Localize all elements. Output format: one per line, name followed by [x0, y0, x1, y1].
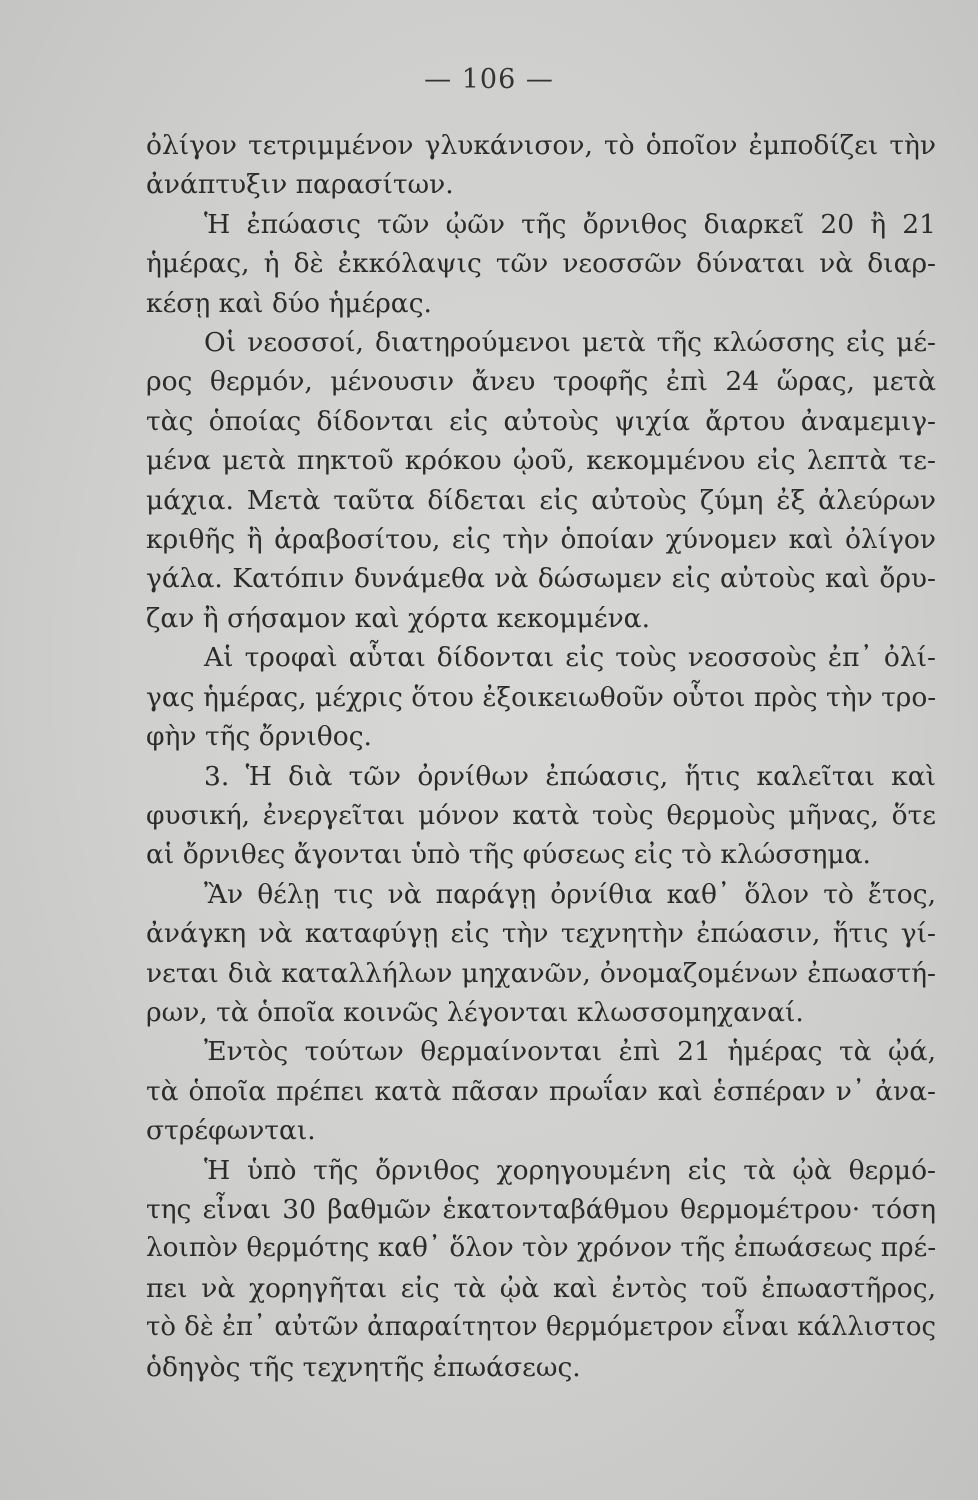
text-line: Ἡ ὑπὸ τῆς ὄρνιθος χορηγουμένη εἰς τὰ ᾠὰ θερμό- — [204, 1154, 936, 1186]
text-line: γάλα. Κατόπιν δυνάμεθα νὰ δώσωμεν εἰς αὐτοὺς καὶ ὄρυ- — [146, 563, 936, 595]
text-line: γας ἡμέρας, μέχρις ὅτου ἐξοικειωθοῦν οὗτοι πρὸς τὴν τρο- — [146, 681, 937, 713]
page-number: — 106 — — [424, 64, 554, 95]
text-line: 3. Ἡ διὰ τῶν ὀρνίθων ἐπώασις, ἥτις καλεῖται καὶ — [204, 760, 936, 792]
text-line: στρέφωνται. — [146, 1115, 316, 1147]
text-line: ἀνάγκη νὰ καταφύγῃ εἰς τὴν τεχνητὴν ἐπώασιν, ἥτις γί- — [146, 918, 936, 950]
paragraph — [146, 323, 936, 638]
text-line: κέσῃ καὶ δύο ἡμέρας. — [146, 287, 432, 319]
paragraph — [146, 757, 936, 875]
text-line: της εἶναι 30 βαθμῶν ἑκατονταβάθμου θερμομέτρου· τόση — [146, 1193, 936, 1225]
text-line: τὰς ὁποίας δίδονται εἰς αὐτοὺς ψιχία ἄρτου ἀναμεμιγ- — [146, 405, 936, 437]
paragraph — [146, 205, 936, 323]
text-line: Οἱ νεοσσοί, διατηρούμενοι μετὰ τῆς κλώσσης εἰς μέ- — [204, 327, 936, 359]
text-line: φὴν τῆς ὄρνιθος. — [146, 721, 372, 753]
text-line: πει νὰ χορηγῆται εἰς τὰ ᾠὰ καὶ ἐντὸς τοῦ ἐπωαστῆρος, — [146, 1272, 936, 1304]
text-line: ὀλίγον τετριμμένον γλυκάνισον, τὸ ὁποῖον ἐμποδίζει τὴν — [146, 130, 936, 161]
text-line: Ἂν θέλῃ τις νὰ παράγῃ ὀρνίθια καθ᾽ ὅλον τὸ ἔτος, — [204, 878, 936, 910]
text-line: μένα μετὰ πηκτοῦ κρόκου ᾠοῦ, κεκομμένου εἰς λεπτὰ τε- — [146, 445, 936, 477]
text-line: ἡμέρας, ἡ δὲ ἐκκόλαψις τῶν νεοσσῶν δύναται νὰ διαρ- — [146, 248, 936, 280]
text-line: αἱ ὄρνιθες ἄγονται ὑπὸ τῆς φύσεως εἰς τὸ κλώσσημα. — [146, 839, 871, 871]
text-line: Ἐντὸς τούτων θερμαίνονται ἐπὶ 21 ἡμέρας τὰ ᾠά, — [204, 1036, 936, 1068]
text-line: τὰ ὁποῖα πρέπει κατὰ πᾶσαν πρωΐαν καὶ ἑσπέραν ν᾽ ἀνα- — [146, 1075, 936, 1107]
paragraph — [146, 1032, 936, 1150]
text-line: Αἱ τροφαὶ αὗται δίδονται εἰς τοὺς νεοσσοὺς ἐπ᾽ ὀλί- — [204, 642, 936, 674]
text-line: λοιπὸν θερμότης καθ᾽ ὅλον τὸν χρόνον τῆς ἐπωάσεως πρέ- — [146, 1233, 937, 1264]
text-line: νεται διὰ καταλλήλων μηχανῶν, ὀνομαζομένων ἐπωαστή- — [146, 957, 936, 989]
text-line: μάχια. Μετὰ ταῦτα δίδεται εἰς αὐτοὺς ζύμη ἐξ ἀλεύρων — [146, 484, 936, 516]
text-line: Ἡ ἐπώασις τῶν ᾠῶν τῆς ὄρνιθος διαρκεῖ 20 ἢ 21 — [204, 208, 936, 240]
body-text — [146, 126, 936, 1387]
text-line: κριθῆς ἢ ἀραβοσίτου, εἰς τὴν ὁποίαν χύνομεν καὶ ὀλίγον — [146, 524, 936, 556]
text-line: ζαν ἢ σήσαμον καὶ χόρτα κεκομμένα. — [146, 602, 651, 634]
text-line: τὸ δὲ ἐπ᾽ αὐτῶν ἀπαραίτητον θερμόμετρον εἶναι κάλλιστος — [146, 1312, 936, 1343]
text-line: ρος θερμόν, μένουσιν ἄνευ τροφῆς ἐπὶ 24 ὥρας, μετὰ — [146, 366, 936, 398]
paragraph — [146, 1151, 936, 1387]
text-line: ὁδηγὸς τῆς τεχνητῆς ἐπωάσεως. — [146, 1351, 581, 1383]
text-line: ἀνάπτυξιν παρασίτων. — [146, 169, 454, 201]
paragraph — [146, 875, 936, 1033]
text-line: ρων, τὰ ὁποῖα κοινῶς λέγονται κλωσσομηχαναί. — [146, 996, 804, 1028]
text-line: φυσική, ἐνεργεῖται μόνον κατὰ τοὺς θερμοὺς μῆνας, ὅτε — [146, 799, 936, 831]
paragraph — [146, 638, 936, 756]
paragraph — [146, 126, 936, 205]
